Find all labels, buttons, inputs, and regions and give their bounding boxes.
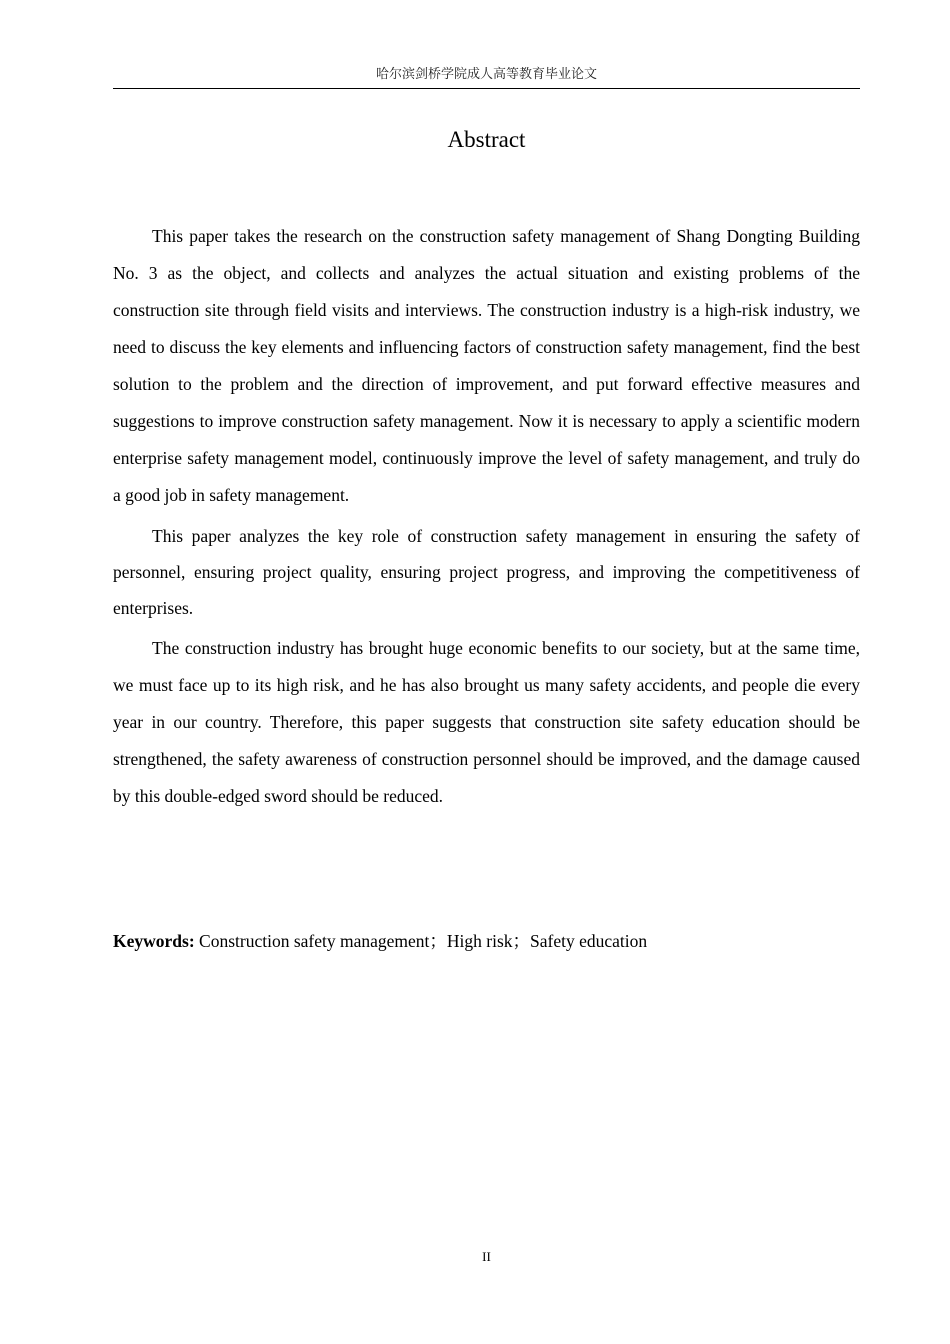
keywords-text: Construction safety management；High risk；Safety education xyxy=(199,931,648,951)
header-rule xyxy=(113,88,860,89)
keywords-line xyxy=(113,926,860,956)
abstract-paragraph-2: This paper analyzes the key role of construction safety management in ensuring the safety of personnel, ensuring project quality, ensuring project progress, and improving the competitiveness of enterprises. xyxy=(113,526,860,618)
abstract-paragraph-1: This paper takes the research on the construction safety management of Shang Dongting Building No. 3 as the object, and collects and analyzes the actual situation and existing problems of the construction site through field visits and interviews. The construction industry is a high-risk industry, we need to discuss the key elements and influencing factors of construction safety management, find the best solution to the problem and the direction of improvement, and put forward effective measures and suggestions to improve construction safety management. Now it is necessary to apply a scientific modern enterprise safety management model, continuously improve the level of safety management, and truly do a good job in safety management. xyxy=(113,226,860,505)
abstract-body xyxy=(113,218,860,815)
keywords-label: Keywords: xyxy=(113,931,195,951)
page-number: II xyxy=(482,1249,491,1264)
abstract-paragraph-3: The construction industry has brought huge economic benefits to our society, but at the same time, we must face up to its high risk, and he has also brought us many safety accidents, and people die every year in our country. Therefore, this paper suggests that construction site safety education should be strengthened, the safety awareness of construction personnel should be improved, and the damage caused by this double-edged sword should be reduced. xyxy=(113,638,860,806)
running-header: 哈尔滨剑桥学院成人高等教育毕业论文 xyxy=(375,67,597,82)
abstract-title: Abstract xyxy=(447,127,526,152)
